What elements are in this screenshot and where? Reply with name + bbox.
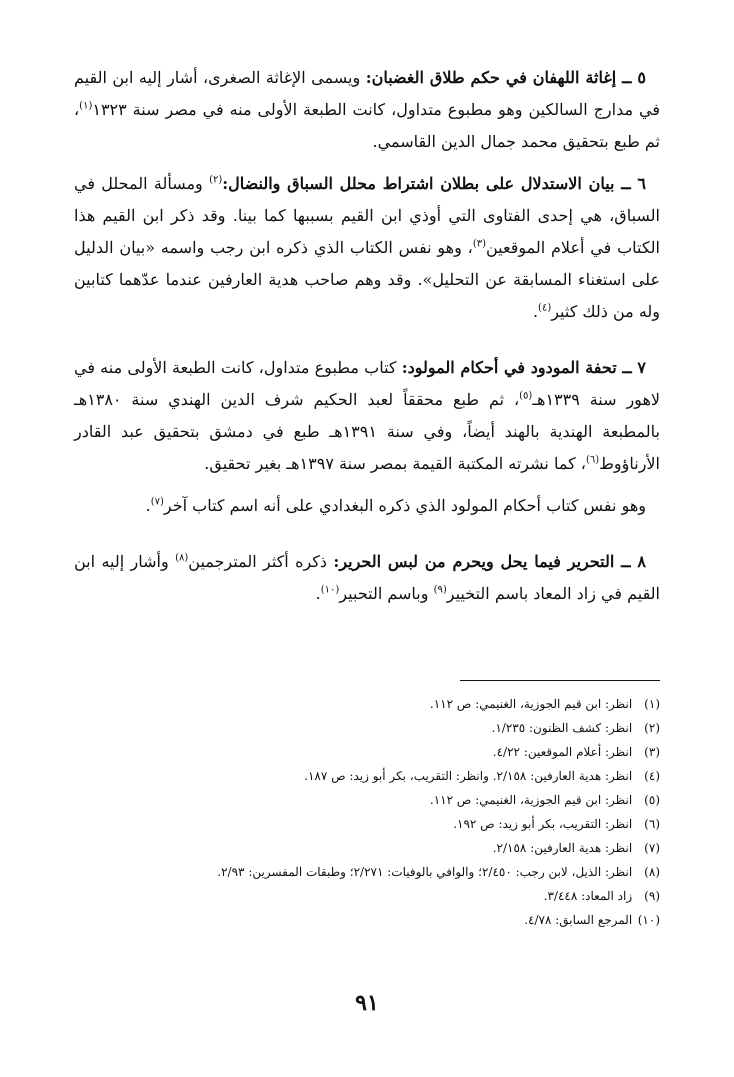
entry-body: ، كما نشرته المكتبة القيمة بمصر سنة ١٣٩٧هـ بغير تحقيق. xyxy=(204,454,586,473)
footnote-text: انظر: أعلام الموقعين: ٤/٢٢. xyxy=(492,745,633,759)
footnotes-list xyxy=(74,692,660,932)
footnote-text: المرجع السابق: ٤/٧٨. xyxy=(524,913,633,927)
main-text xyxy=(74,62,660,620)
page-number: ٩١ xyxy=(355,990,379,1016)
footnote-number: (١) xyxy=(644,697,660,711)
entry-title: ٥ ــ إغاثة اللهفان في حكم طلاق الغضبان: xyxy=(365,68,647,87)
entry-body: وأشار إليه ابن القيم في زاد المعاد باسم التخيير xyxy=(74,552,660,603)
footnote-text: انظر: ابن قيم الجوزية، الغنيمي: ص ١١٢. xyxy=(429,697,633,711)
footnote-number: (٢) xyxy=(644,721,660,735)
footnote-ref: (٨) xyxy=(175,552,189,564)
entry-7-note xyxy=(74,490,660,522)
footnote-ref: (٧) xyxy=(150,496,164,508)
footnote xyxy=(74,884,660,908)
entry-body: . xyxy=(532,302,539,321)
footnote xyxy=(74,716,660,740)
note-text: وهو نفس كتاب أحكام المولود الذي ذكره البغدادي على أنه اسم كتاب آخر xyxy=(163,496,646,515)
footnote xyxy=(74,788,660,812)
footnote-text: انظر: الذيل، لابن رجب: ٢/٤٥٠؛ والوافي بالوفيات: ٢/٢٧١؛ وطبقات المفسرين: ٢/٩٣. xyxy=(217,865,633,879)
footnote xyxy=(74,860,660,884)
footnote xyxy=(74,836,660,860)
entry-5 xyxy=(74,62,660,158)
entry-body: . xyxy=(315,584,321,603)
entry-body: ، وهو نفس الكتاب الذي ذكره ابن رجب واسمه «بيان الدليل على استغناء المسابقة عن التحليل». وقد وهم صاحب هدية العارفين عندما عدّهما كتابين وله من ذلك كثير xyxy=(74,238,660,321)
entry-6 xyxy=(74,168,660,328)
footnote-text: انظر: هدية العارفين: ٢/١٥٨. وانظر: التقريب، بكر أبو زيد: ص ١٨٧. xyxy=(304,769,633,783)
footnote-text: انظر: ابن قيم الجوزية، الغنيمي: ص ١١٢. xyxy=(429,793,633,807)
footnote-number: (٨) xyxy=(644,865,660,879)
note-text: . xyxy=(145,496,151,515)
footnote-number: (١٠) xyxy=(637,913,660,927)
footnote-text: زاد المعاد: ٣/٤٤٨. xyxy=(543,889,633,903)
footnote-ref: (٦) xyxy=(585,454,600,466)
entry-title: ٧ ــ تحفة المودود في أحكام المولود: xyxy=(401,358,646,377)
entry-body: ، ثم طبع محققاً لعبد الحكيم شرف الدين الهندي سنة ١٣٨٠هـ بالمطبعة الهندية بالهند أيضاً، وفي سنة ١٣٩١هـ طبع في دمشق بتحقيق عبد القادر الأرناؤوط xyxy=(74,390,660,473)
footnote-text: انظر: التقريب، بكر أبو زيد: ص ١٩٢. xyxy=(453,817,633,831)
entry-8 xyxy=(74,546,660,610)
footnote-ref: (٤) xyxy=(538,302,552,314)
entry-7 xyxy=(74,352,660,480)
footnote-separator xyxy=(460,680,660,681)
footnote-number: (٥) xyxy=(644,793,660,807)
entry-body: كتاب مطبوع متداول، كانت الطبعة الأولى منه في لاهور سنة ١٣٣٩هـ xyxy=(74,358,660,409)
footnote-ref: (١) xyxy=(79,100,93,112)
footnote xyxy=(74,692,660,716)
footnote-number: (٧) xyxy=(644,841,660,855)
entry-body: ويسمى الإغاثة الصغرى، أشار إليه ابن القيم في مدارج السالكين وهو مطبوع متداول، كانت الطبعة الأولى منه في مصر سنة ١٣٢٣ xyxy=(74,68,660,119)
footnote-number: (٣) xyxy=(644,745,660,759)
footnote-number: (٤) xyxy=(644,769,660,783)
entry-body: وباسم التحبير xyxy=(339,584,434,603)
footnote xyxy=(74,812,660,836)
entry-title: ٦ ــ بيان الاستدلال على بطلان اشتراط محلل السباق والنضال: xyxy=(222,174,646,193)
footnote-number: (٩) xyxy=(644,889,660,903)
footnote xyxy=(74,908,660,932)
entry-body: ذكره أكثر المترجمين xyxy=(188,552,334,571)
entry-body: ومسألة المحلل في السباق، هي إحدى الفتاوى التي أوذي ابن القيم بسببها كما بينا. وقد ذكر ابن القيم هذا الكتاب في أعلام الموقعين xyxy=(74,174,660,257)
footnote xyxy=(74,764,660,788)
footnote xyxy=(74,740,660,764)
footnote-number: (٦) xyxy=(644,817,660,831)
footnote-ref: (١٠) xyxy=(320,584,340,596)
footnote-ref: (٥) xyxy=(519,390,533,402)
footnote-text: انظر: كشف الظنون: ١/٢٣٥. xyxy=(491,721,633,735)
footnote-ref: (٣) xyxy=(472,238,486,250)
entry-body: ، ثم طبع بتحقيق محمد جمال الدين القاسمي. xyxy=(74,100,660,151)
footnote-ref: (٢) xyxy=(209,174,223,186)
footnote-ref: (٩) xyxy=(433,584,447,596)
footnote-text: انظر: هدية العارفين: ٢/١٥٨. xyxy=(492,841,633,855)
entry-title: ٨ ــ التحرير فيما يحل ويحرم من لبس الحرير: xyxy=(333,552,646,571)
